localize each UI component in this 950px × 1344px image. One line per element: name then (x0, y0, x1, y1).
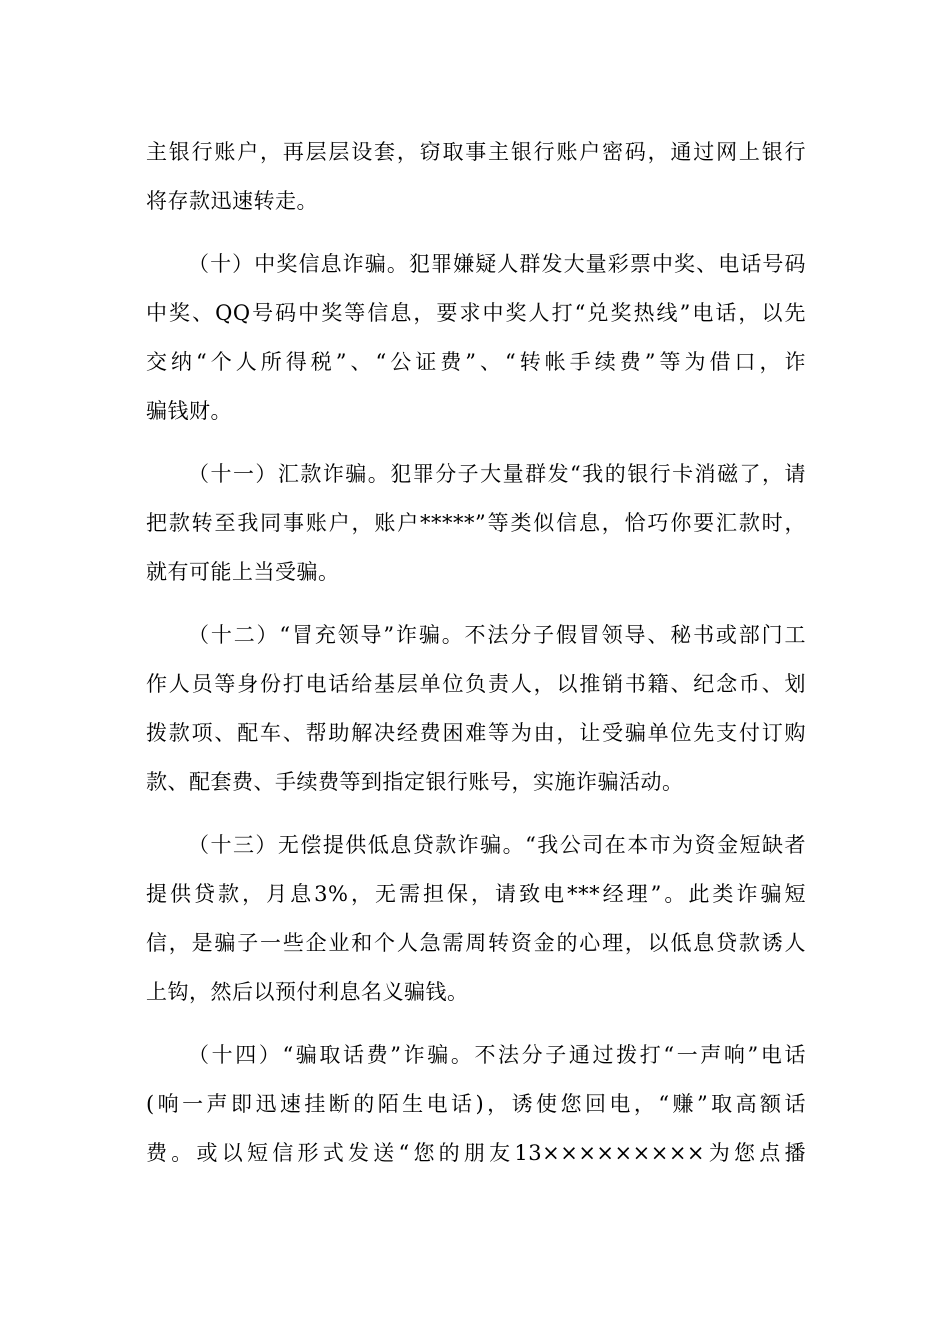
text-line: 费。或以短信形式发送“您的朋友13×××××××××为您点播 (146, 1141, 806, 1165)
text-line: 就有可能上当受骗。 (146, 560, 340, 584)
paragraph-6 (146, 1031, 806, 1178)
text-line: 上钩，然后以预付利息名义骗钱。 (146, 980, 469, 1004)
text-line: (响一声即迅速挂断的陌生电话)，诱使您回电，“赚”取高额话 (146, 1092, 806, 1116)
document-body (146, 128, 806, 1178)
text-line: 作人员等身份打电话给基层单位负责人，以推销书籍、纪念币、划 (146, 672, 806, 696)
text-line: 交纳“个人所得税”、“公证费”、“转帐手续费”等为借口，诈 (146, 350, 806, 374)
paragraph-1 (146, 128, 806, 226)
text-line: （十二）“冒充领导”诈骗。不法分子假冒领导、秘书或部门工 (188, 623, 806, 647)
text-line: （十四）“骗取话费”诈骗。不法分子通过拨打“一声响”电话 (188, 1043, 806, 1067)
text-line: 信，是骗子一些企业和个人急需周转资金的心理，以低息贷款诱人 (146, 931, 806, 955)
paragraph-4 (146, 611, 806, 807)
text-line: 骗钱财。 (146, 399, 232, 423)
text-line: （十）中奖信息诈骗。犯罪嫌疑人群发大量彩票中奖、电话号码 (188, 252, 806, 276)
text-line: 拨款项、配车、帮助解决经费困难等为由，让受骗单位先支付订购 (146, 721, 806, 745)
text-line: 把款转至我同事账户，账户*****”等类似信息，恰巧你要汇款时， (146, 511, 806, 535)
text-line: 款、配套费、手续费等到指定银行账号，实施诈骗活动。 (146, 770, 684, 794)
text-line: 提供贷款，月息3%，无需担保，请致电***经理”。此类诈骗短 (146, 882, 806, 906)
paragraph-5 (146, 821, 806, 1017)
text-line: 主银行账户，再层层设套，窃取事主银行账户密码，通过网上银行 (146, 140, 806, 164)
text-line: 中奖、QQ号码中奖等信息，要求中奖人打“兑奖热线”电话，以先 (146, 301, 806, 325)
text-line: （十一）汇款诈骗。犯罪分子大量群发“我的银行卡消磁了，请 (188, 462, 806, 486)
text-line: 将存款迅速转走。 (146, 189, 318, 213)
text-line: （十三）无偿提供低息贷款诈骗。“我公司在本市为资金短缺者 (188, 833, 806, 857)
paragraph-2 (146, 240, 806, 436)
paragraph-3 (146, 450, 806, 597)
